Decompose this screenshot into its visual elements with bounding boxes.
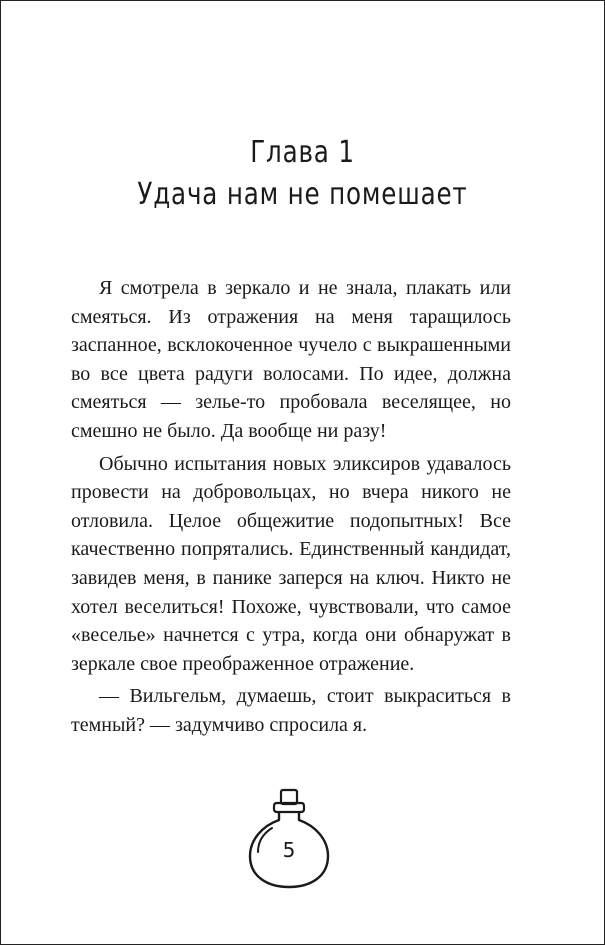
chapter-number: Глава 1 (250, 135, 355, 170)
paragraph: Я смотрела в зеркало и не знала, плакать или смеяться. Из отражения на меня таращилось заспанное, всклокоченное чучело с выкрашенными во все цвета радуги волосами. По идее, должна смеяться — зелье-то пробовала веселящее, но смешно не было. Да вообще ни разу! (71, 277, 511, 442)
page-number: 5 (282, 838, 296, 862)
chapter-title: Удача нам не помешает (137, 177, 468, 212)
paragraph: — Вильгельм, думаешь, стоит выкраситься в темный? — задумчиво спросила я. (71, 685, 511, 736)
paragraph: Обычно испытания новых эликсиров удавалось провести на добровольцах, но вчера никого не отловила. Целое общежитие подопытных! Все качественно попрятались. Единственный кандидат, завидев меня, в панике заперся на ключ. Никто не хотел веселиться! Похоже, чувствовали, что самое «веселье» начнется с утра, когда они обнаружат в зеркале свое преображенное отражение. (71, 452, 511, 675)
chapter-body (71, 274, 511, 740)
